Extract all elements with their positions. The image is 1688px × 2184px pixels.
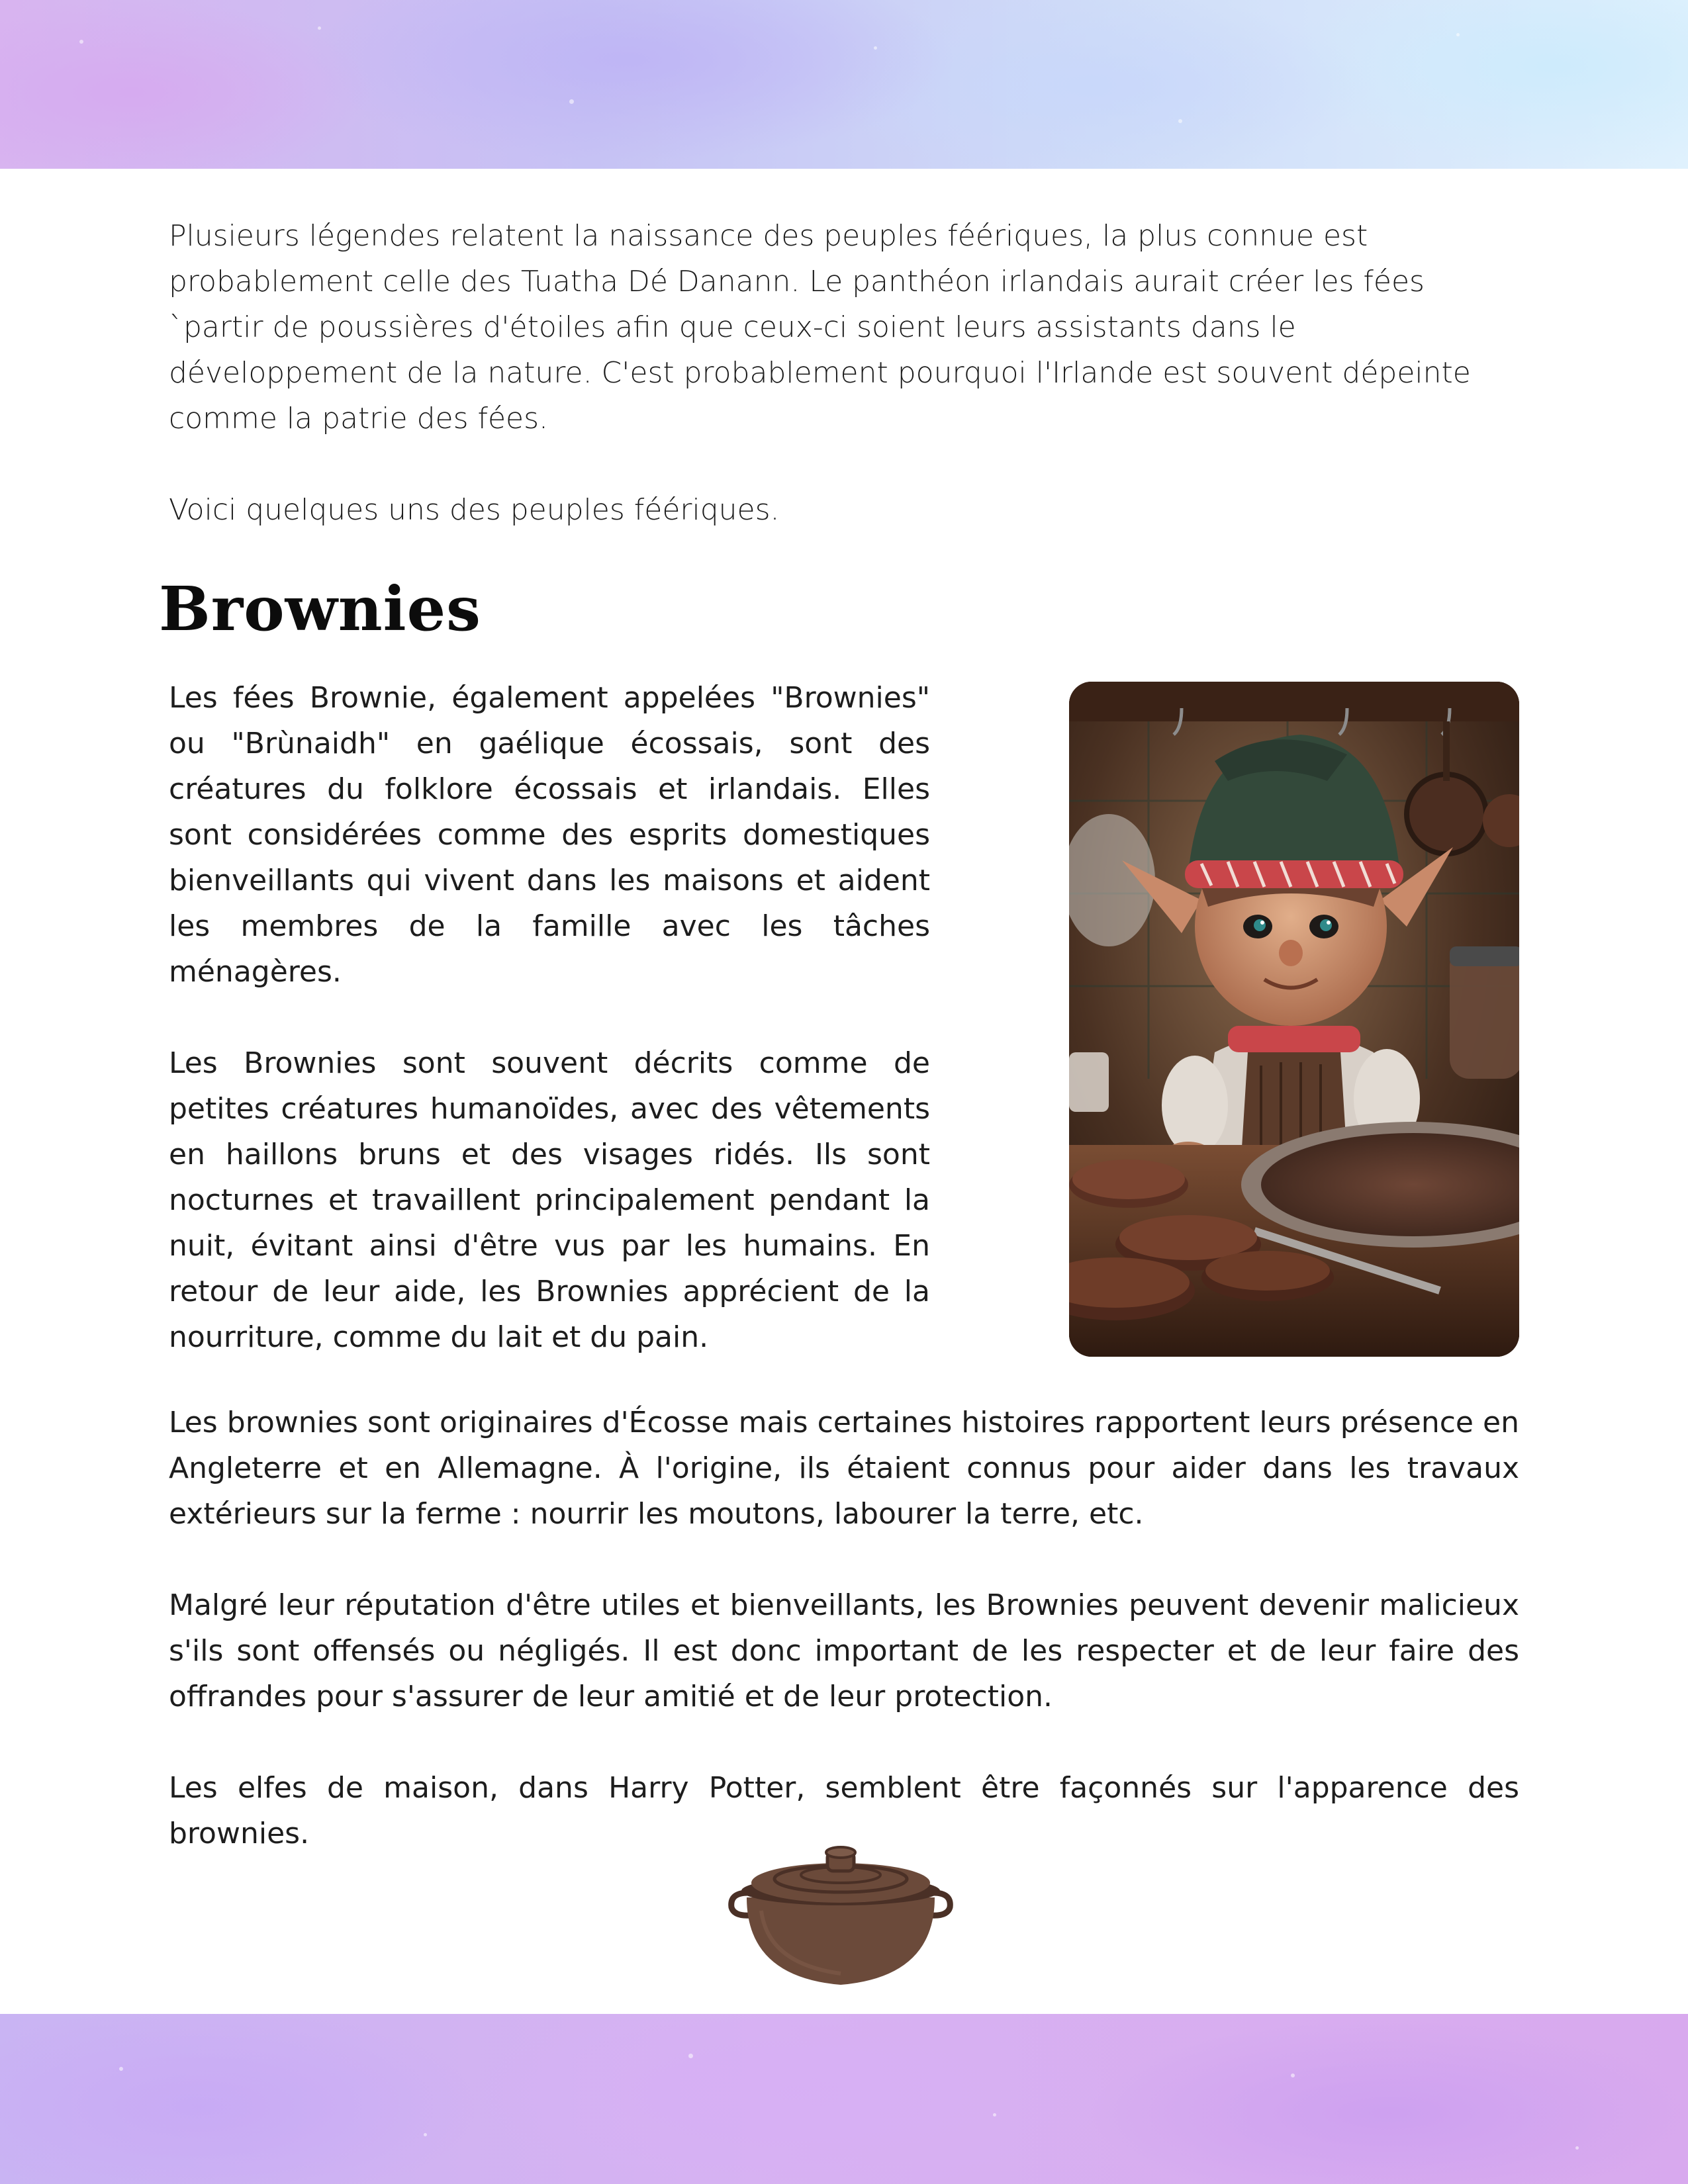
bottom-watercolor-band <box>0 2014 1688 2184</box>
top-watercolor-band <box>0 0 1688 169</box>
section-full-text <box>169 1400 1519 1856</box>
brownies-paragraph-2: Les Brownies sont souvent décrits comme de petites créatures humanoïdes, avec des vêtements en haillons bruns et des visages ridés. Ils sont nocturnes et travaillent principalement pendant la nuit, évitant ainsi d'être vus par les humains. En retour de leur aide, les Brownies apprécient de la nourriture, comme du lait et du pain. <box>169 1046 930 1354</box>
section-column-text <box>169 675 930 1360</box>
intro-paragraph: Plusieurs légendes relatent la naissance des peuples féériques, la plus connue est probablement celle des Tuatha Dé Danann. Le panthéon irlandais aurait créer les fées `partir de poussières d'étoiles afin que ceux-ci soient leurs assistants dans le développement de la nature. C'est probablement pourquoi l'Irlande est souvent dépeinte comme la patrie des fées. <box>169 219 1471 435</box>
section-title: Brownies <box>159 573 481 645</box>
brownies-paragraph-4: Malgré leur réputation d'être utiles et bienveillants, les Brownies peuvent devenir malicieux s'ils sont offensés ou négligés. Il est donc important de les respecter et de leur faire des offrandes pour s'assurer de leur amitié et de leur protection. <box>169 1588 1519 1713</box>
cooking-pot-icon <box>728 1837 953 1995</box>
brownie-illustration <box>1069 682 1519 1357</box>
intro-section <box>169 213 1519 533</box>
intro-lead-in: Voici quelques uns des peuples féériques. <box>169 493 780 527</box>
brownie-illustration-art <box>1069 682 1519 1357</box>
brownies-paragraph-1: Les fées Brownie, également appelées "Brownies" ou "Brùnaidh" en gaélique écossais, sont des créatures du folklore écossais et irlandais. Elles sont considérées comme des esprits domestiques bienveillants qui vivent dans les maisons et aident les membres de la famille avec les tâches ménagères. <box>169 681 930 989</box>
brownies-paragraph-5: Les elfes de maison, dans Harry Potter, semblent être façonnés sur l'apparence des brownies. <box>169 1771 1519 1850</box>
brownies-paragraph-3: Les brownies sont originaires d'Écosse mais certaines histoires rapportent leurs présence en Angleterre et en Allemagne. À l'origine, ils étaient connus pour aider dans les travaux extérieurs sur la ferme : nourrir les moutons, labourer la terre, etc. <box>169 1406 1519 1531</box>
